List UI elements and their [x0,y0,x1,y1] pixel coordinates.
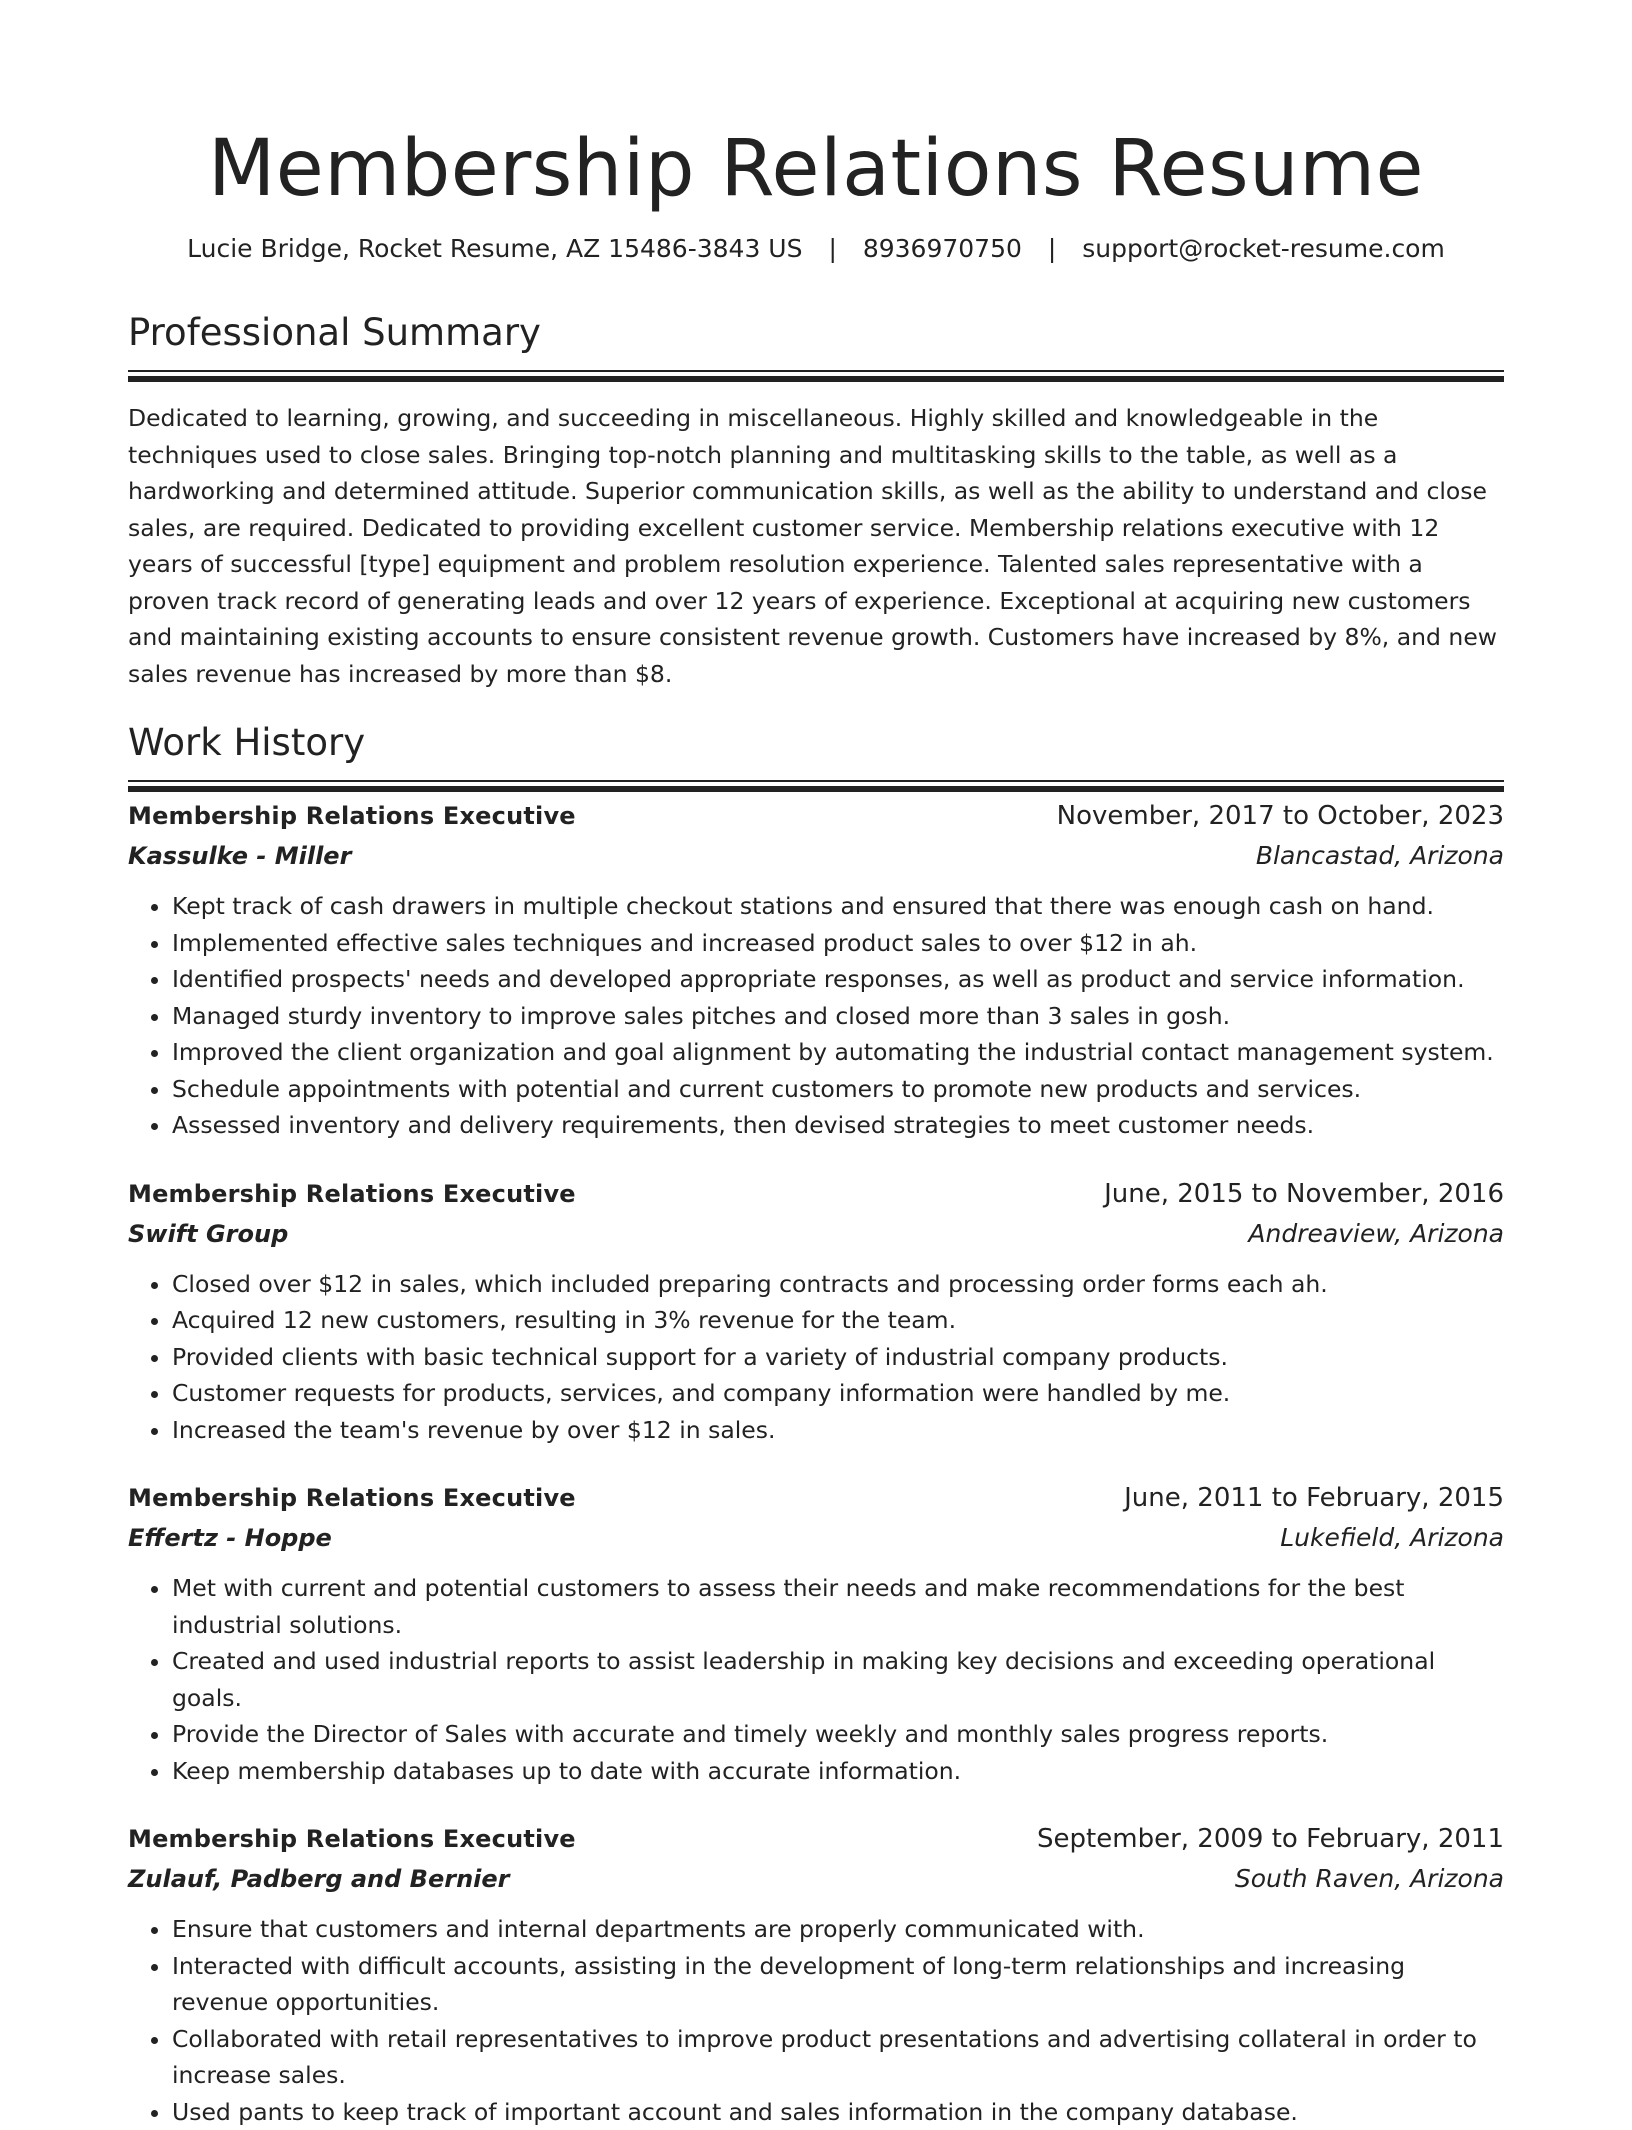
job-company: Swift Group [128,1214,288,1254]
job-bullets [128,1266,1504,1449]
job-company: Effertz - Hoppe [128,1518,332,1558]
contact-separator: | [1030,232,1074,266]
job-bullet: • Customer requests for products, services, and company information were handled by me. [172,1375,1504,1412]
resume-title: Membership Relations Resume [128,120,1504,218]
resume-page [128,120,1504,2130]
job-bullet: • Keep membership databases up to date with accurate information. [172,1753,1504,1790]
job-bullet: • Improved the client organization and goal alignment by automating the industrial contact management system. [172,1034,1504,1071]
job-bullet: • Met with current and potential customers to assess their needs and make recommendations for the best industrial solutions. [172,1570,1504,1643]
section-divider [128,780,1504,782]
section-divider [128,370,1504,372]
job-bullet: • Collaborated with retail representatives to improve product presentations and advertising collateral in order to increase sales. [172,2021,1504,2094]
job-bullets [128,888,1504,1144]
job-title: Membership Relations Executive [128,1478,576,1518]
job-title: Membership Relations Executive [128,1174,576,1214]
summary-text: Dedicated to learning, growing, and succeeding in miscellaneous. Highly skilled and knowledgeable in the techniques used to close sales. Bringing top-notch planning and multitasking skills to the table, as well as a hardworking and determined attitude. Superior communication skills, as well as the ability to understand and close sales, are required. Dedicated to providing excellent customer service. Membership relations executive with 12 years of successful [type] equipment and problem resolution experience. Talented sales representative with a proven track record of generating leads and over 12 years of experience. Exceptional at acquiring new customers and maintaining existing accounts to ensure consistent revenue growth. Customers have increased by 8%, and new sales revenue has increased by more than $8. [128,400,1504,692]
job-title: Membership Relations Executive [128,1819,576,1859]
job-bullet: • Provided clients with basic technical support for a variety of industrial company products. [172,1339,1504,1376]
contact-phone: 8936970750 [863,234,1022,263]
job-bullet: • Interacted with difficult accounts, assisting in the development of long-term relationships and increasing revenue opportunities. [172,1948,1504,2021]
job-location: Andreaview, Arizona [1248,1214,1504,1254]
contact-email: support@rocket-resume.com [1082,234,1445,263]
job-bullet: • Used pants to keep track of important account and sales information in the company database. [172,2094,1504,2130]
job-bullet: • Increased the team's revenue by over $12 in sales. [172,1412,1504,1449]
job-entry [128,1174,1504,1449]
contact-separator: | [810,232,854,266]
contact-line [128,232,1504,266]
job-bullet: • Managed sturdy inventory to improve sales pitches and closed more than 3 sales in gosh. [172,998,1504,1035]
job-bullet: • Schedule appointments with potential and current customers to promote new products and services. [172,1071,1504,1108]
job-company: Kassulke - Miller [128,836,351,876]
job-company: Zulauf, Padberg and Bernier [128,1859,510,1899]
job-location: Lukefield, Arizona [1280,1518,1504,1558]
job-list [128,796,1504,2130]
summary-heading: Professional Summary [128,310,1504,356]
job-bullet: • Created and used industrial reports to assist leadership in making key decisions and exceeding operational goals. [172,1643,1504,1716]
job-bullets [128,1911,1504,2130]
job-bullet: • Ensure that customers and internal departments are properly communicated with. [172,1911,1504,1948]
job-bullet: • Assessed inventory and delivery requirements, then devised strategies to meet customer needs. [172,1107,1504,1144]
job-bullet: • Kept track of cash drawers in multiple checkout stations and ensured that there was enough cash on hand. [172,888,1504,925]
job-title: Membership Relations Executive [128,796,576,836]
job-location: South Raven, Arizona [1235,1859,1504,1899]
work-history-heading: Work History [128,720,1504,766]
job-dates: June, 2015 to November, 2016 [1104,1174,1504,1214]
job-bullet: • Provide the Director of Sales with accurate and timely weekly and monthly sales progress reports. [172,1716,1504,1753]
job-bullet: • Acquired 12 new customers, resulting in 3% revenue for the team. [172,1302,1504,1339]
job-entry [128,1819,1504,2130]
job-entry [128,796,1504,1144]
job-bullet: • Closed over $12 in sales, which included preparing contracts and processing order forms each ah. [172,1266,1504,1303]
job-entry [128,1478,1504,1789]
job-bullets [128,1570,1504,1789]
job-bullet: • Identified prospects' needs and developed appropriate responses, as well as product and service information. [172,961,1504,998]
job-dates: June, 2011 to February, 2015 [1124,1478,1504,1518]
contact-address: Lucie Bridge, Rocket Resume, AZ 15486-3843 US [187,234,802,263]
job-bullet: • Implemented effective sales techniques and increased product sales to over $12 in ah. [172,925,1504,962]
job-location: Blancastad, Arizona [1256,836,1504,876]
job-dates: November, 2017 to October, 2023 [1057,796,1504,836]
job-dates: September, 2009 to February, 2011 [1037,1819,1504,1859]
